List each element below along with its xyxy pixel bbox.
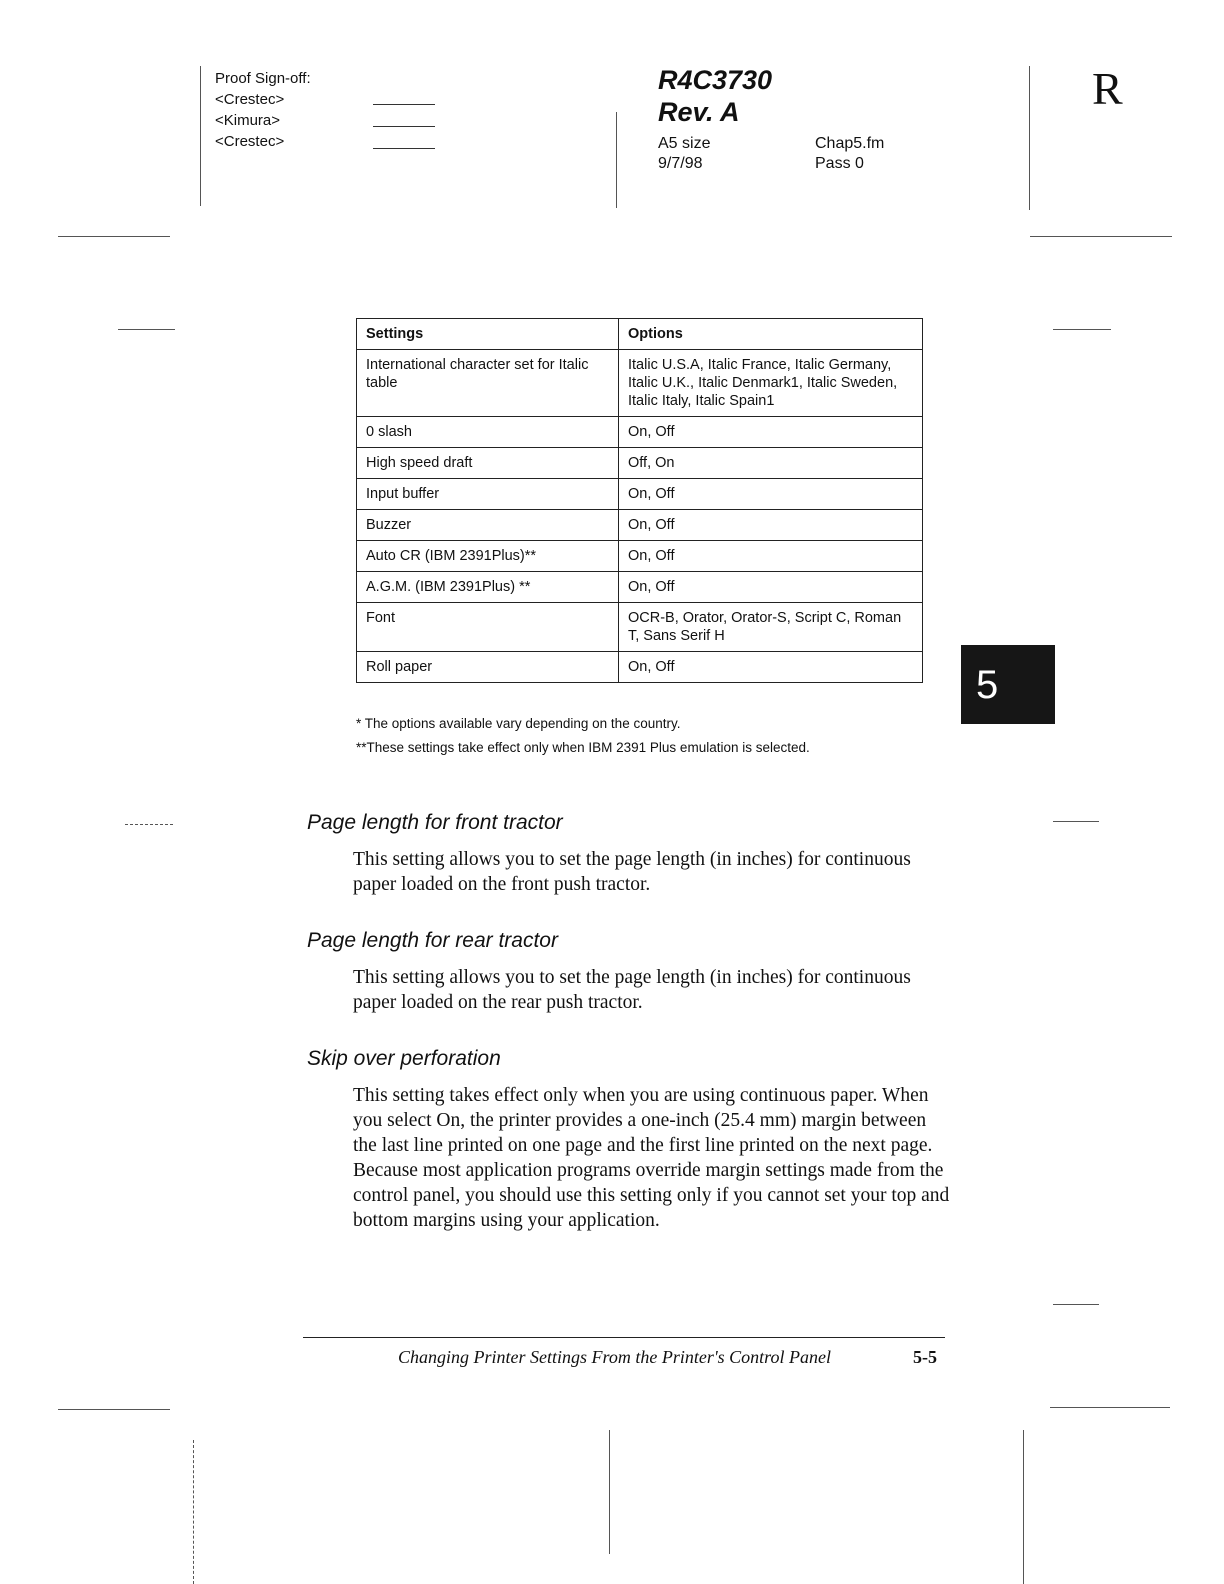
setting-options: On, Off [619,479,923,510]
setting-name: Roll paper [357,652,619,683]
setting-options: OCR-B, Orator, Orator-S, Script C, Roman T, Sans Serif H [619,603,923,652]
section-heading: Page length for front tractor [307,811,563,834]
section-heading: Skip over perforation [307,1047,501,1070]
setting-name: Buzzer [357,510,619,541]
doc-file: Chap5.fm [815,135,885,152]
section-text: This setting takes effect only when you are using continuous paper. When you select On, the printer provides a one-inch (25.4 mm) margin between the last line printed on one page and the first line printed on the next page. Because most application programs override margin settings made from the control panel, you should use this setting only if you cannot set your top and bottom margins using your application. [353,1085,950,1231]
proof-entry: <Kimura> [215,112,281,129]
signoff-blank-line [373,126,435,127]
footer-rule [303,1337,945,1338]
setting-options: On, Off [619,510,923,541]
section-text: This setting allows you to set the page length (in inches) for continuous paper loaded on the rear push tractor. [353,967,911,1013]
section-text: This setting allows you to set the page length (in inches) for continuous paper loaded on the front push tractor. [353,849,911,895]
setting-options: Italic U.S.A, Italic France, Italic Germany, Italic U.K., Italic Denmark1, Italic Sweden, Italic Italy, Italic Spain1 [619,350,923,417]
crop-line [125,824,173,825]
setting-name: Auto CR (IBM 2391Plus)** [357,541,619,572]
table-row [357,652,923,683]
setting-options: On, Off [619,541,923,572]
doc-size: A5 size [658,135,711,152]
table-row [357,448,923,479]
table-row [357,350,923,417]
table-row [357,417,923,448]
setting-name: International character set for Italic table [357,350,619,417]
crop-line [193,1440,194,1584]
proof-title: Proof Sign-off: [215,70,311,87]
crop-line [200,66,201,206]
crop-line [118,329,175,330]
table-header-row [357,319,923,350]
setting-options: On, Off [619,572,923,603]
crop-line [1053,1304,1099,1305]
chapter-tab [961,645,1055,724]
crop-line [1053,329,1111,330]
setting-name: 0 slash [357,417,619,448]
proof-signoff [215,68,311,152]
footnote: **These settings take effect only when IBM 2391 Plus emulation is selected. [356,740,810,755]
page-number: 5-5 [913,1347,937,1367]
setting-name: Font [357,603,619,652]
crop-line [1053,821,1099,822]
proof-entry: <Crestec> [215,133,285,150]
section-heading: Page length for rear tractor [307,929,558,952]
doc-pass: Pass 0 [815,155,864,172]
proof-entry: <Crestec> [215,91,285,108]
footnote: * The options available vary depending on the country. [356,716,681,731]
setting-options: On, Off [619,652,923,683]
table-row [357,541,923,572]
doc-date: 9/7/98 [658,155,703,172]
setting-options: On, Off [619,417,923,448]
crop-line [58,1409,170,1410]
settings-table [356,318,923,683]
document-id [658,64,772,128]
table-row [357,603,923,652]
crop-line [609,1430,610,1554]
setting-name: High speed draft [357,448,619,479]
table-row [357,572,923,603]
crop-line [1030,236,1172,237]
crop-line [58,236,170,237]
chapter-number: 5 [976,663,999,707]
setting-name: A.G.M. (IBM 2391Plus) ** [357,572,619,603]
table-row [357,479,923,510]
setting-name: Input buffer [357,479,619,510]
table-row [357,510,923,541]
setting-options: Off, On [619,448,923,479]
column-header-settings: Settings [357,319,619,350]
doc-revision: Rev. A [658,97,740,127]
signoff-blank-line [373,104,435,105]
crop-line [1023,1430,1024,1584]
signoff-blank-line [373,148,435,149]
column-header-options: Options [619,319,923,350]
doc-code: R4C3730 [658,65,773,95]
crop-line [616,112,617,208]
crop-line [1050,1407,1170,1408]
footer-title: Changing Printer Settings From the Printer's Control Panel [398,1347,832,1367]
corner-mark: R [1092,63,1123,114]
crop-line [1029,66,1030,210]
